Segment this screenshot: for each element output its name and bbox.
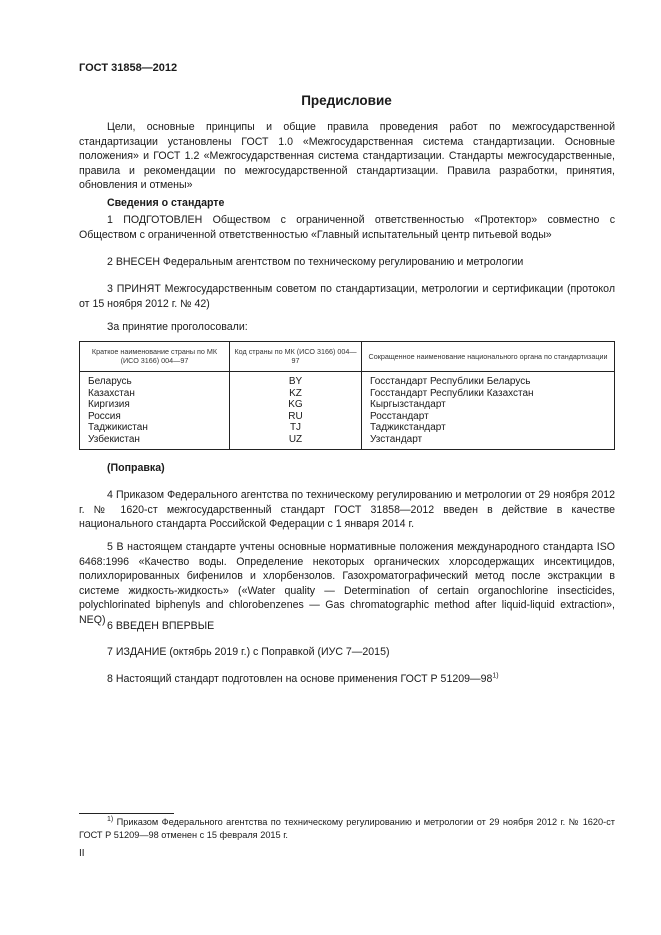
table-cell-code: RU bbox=[230, 411, 362, 423]
item-5: 5 В настоящем стандарте учтены основные нормативные положения международного стандарта ISO 6468:1996 «Качество воды. Определение некоторых органических хлорсодержащих инсектицидов, полихлорированных бифенилов и хлорбензолов. Газохроматографический метод после экстракции в системе жидкость-жидкость» («Water quality — Determination of certain organochlorine insecticides, polychlorinated biphenyls and chlorobenzenes — Gas chromatographic method after liquid-liquid extraction», NEQ) bbox=[79, 541, 615, 626]
page-title: Предисловие bbox=[301, 93, 392, 108]
voted-label: За принятие проголосовали: bbox=[107, 321, 248, 333]
item-3: 3 ПРИНЯТ Межгосударственным советом по стандартизации, метрологии и сертификации (протокол от 15 ноября 2012 г. № 42) bbox=[79, 283, 615, 310]
table-cell-body: Узстандарт bbox=[362, 434, 615, 450]
table-row bbox=[80, 399, 615, 411]
footnote-divider bbox=[79, 813, 174, 814]
table-cell-country: Беларусь bbox=[80, 372, 230, 388]
table-header-body: Сокращенное наименование национального органа по стандартизации bbox=[362, 342, 615, 372]
table-cell-code: BY bbox=[230, 372, 362, 388]
item-7: 7 ИЗДАНИЕ (октябрь 2019 г.) с Поправкой (ИУС 7—2015) bbox=[107, 646, 390, 658]
table-cell-code: TJ bbox=[230, 422, 362, 434]
table-cell-country: Узбекистан bbox=[80, 434, 230, 450]
table-cell-country: Казахстан bbox=[80, 388, 230, 400]
item-8 bbox=[79, 672, 615, 687]
table-header-country: Краткое наименование страны по МК (ИСО 3166) 004—97 bbox=[80, 342, 230, 372]
item-1: 1 ПОДГОТОВЛЕН Обществом с ограниченной ответственностью «Протектор» совместно с Обществом с ограниченной ответственностью «Главный испытательный центр питьевой воды» bbox=[79, 214, 615, 241]
voting-table bbox=[79, 341, 615, 450]
correction-note: (Поправка) bbox=[107, 462, 165, 474]
table-row bbox=[80, 422, 615, 434]
item-2: 2 ВНЕСЕН Федеральным агентством по техническому регулированию и метрологии bbox=[107, 256, 524, 268]
table-cell-body: Кыргызстандарт bbox=[362, 399, 615, 411]
section-heading: Сведения о стандарте bbox=[107, 197, 225, 209]
table-row bbox=[80, 411, 615, 423]
footnote bbox=[79, 816, 615, 841]
table-cell-country: Таджикистан bbox=[80, 422, 230, 434]
table-cell-country: Россия bbox=[80, 411, 230, 423]
table-cell-body: Росстандарт bbox=[362, 411, 615, 423]
item-8-text: 8 Настоящий стандарт подготовлен на основе применения ГОСТ Р 51209—98 bbox=[107, 673, 493, 685]
table-cell-code: KG bbox=[230, 399, 362, 411]
table-cell-body: Госстандарт Республики Казахстан bbox=[362, 388, 615, 400]
table-cell-country: Киргизия bbox=[80, 399, 230, 411]
intro-paragraph: Цели, основные принципы и общие правила проведения работ по межгосударственной стандартизации установлены ГОСТ 1.0 «Межгосударственная система стандартизации. Основные положения» и ГОСТ 1.2 «Межгосударственная система стандартизации. Стандарты межгосударственные, правила и рекомендации по межгосударственной стандартизации. Правила разработки, принятия, обновления и отмены» bbox=[79, 121, 615, 192]
table-row bbox=[80, 372, 615, 388]
table-cell-code: KZ bbox=[230, 388, 362, 400]
footnote-mark: 1) bbox=[107, 815, 114, 823]
standard-header: ГОСТ 31858—2012 bbox=[79, 62, 178, 74]
table-cell-body: Госстандарт Республики Беларусь bbox=[362, 372, 615, 388]
item-6: 6 ВВЕДЕН ВПЕРВЫЕ bbox=[107, 620, 215, 632]
table-header-row bbox=[80, 342, 615, 372]
page-number: II bbox=[79, 848, 85, 859]
table-header-code: Код страны по МК (ИСО 3166) 004—97 bbox=[230, 342, 362, 372]
table-cell-body: Таджикстандарт bbox=[362, 422, 615, 434]
table-row bbox=[80, 388, 615, 400]
table-cell-code: UZ bbox=[230, 434, 362, 450]
item-4: 4 Приказом Федерального агентства по техническому регулированию и метрологии от 29 ноября 2012 г. № 1620-ст межгосударственный стандарт ГОСТ 31858—2012 введен в действие в качестве национального стандарта Российской Федерации с 1 января 2014 г. bbox=[79, 489, 615, 531]
footnote-reference: 1) bbox=[492, 672, 499, 680]
table-row bbox=[80, 434, 615, 450]
footnote-text: Приказом Федерального агентства по техническому регулированию и метрологии от 29 ноября 2012 г. № 1620-ст ГОСТ Р 51209—98 отменен с 15 февраля 2015 г. bbox=[79, 817, 615, 840]
